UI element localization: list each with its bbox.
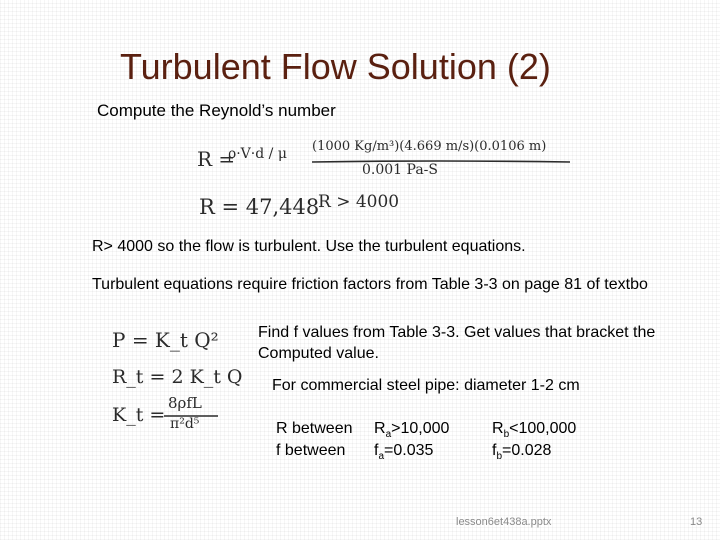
pressure-equation: P = K_t Q² [112, 328, 219, 352]
subtitle: Compute the Reynold’s number [97, 101, 336, 120]
find-instructions [258, 322, 655, 364]
fraction-bar [310, 160, 572, 164]
kt-numerator: 8ρfL [168, 394, 202, 412]
reynolds-lhs: R = [197, 147, 236, 171]
commercial-pipe-note: For commercial steel pipe: diameter 1-2 cm [272, 377, 580, 394]
fa-value: $f_a=0.035$ [374, 442, 434, 462]
kt-denominator: π²d⁵ [170, 416, 200, 432]
f-between-label: f between [276, 442, 346, 459]
upper-bound-values [492, 418, 576, 462]
reynolds-compare: R > 4000 [318, 192, 400, 212]
lower-bound-values [374, 418, 449, 462]
footer-filename: lesson6et438a.pptx [456, 516, 552, 528]
kt-lhs: K_t = [112, 404, 166, 426]
reynolds-substitution-denominator: 0.001 Pa-S [362, 162, 438, 178]
r-between-label: R between [276, 420, 353, 437]
ra-value: $R_a>10,000$ [374, 420, 450, 440]
find-line-2: Computed value. [258, 345, 379, 362]
reynolds-substitution-numerator: (1000 Kg/m³)(4.669 m/s)(0.0106 m) [312, 139, 547, 154]
friction-requirement: Turbulent equations require friction factors from Table 3-3 on page 81 of textbo [92, 276, 648, 293]
resistance-equation: R_t = 2 K_t Q [112, 366, 243, 388]
bracket-labels [276, 418, 353, 462]
reynolds-result: R = 47,448 [199, 195, 320, 219]
reynolds-definition: ρ·V·d / μ [228, 146, 287, 162]
rb-value: $R_b<100,000$ [492, 420, 577, 440]
turbulent-statement: R> 4000 so the flow is turbulent. Use the turbulent equations. [92, 238, 526, 255]
page-number: 13 [690, 516, 703, 528]
fb-value: $f_b=0.028$ [492, 442, 552, 462]
slide-title: Turbulent Flow Solution (2) [120, 46, 551, 87]
find-line-1: Find f values from Table 3-3. Get values that bracket the [258, 324, 656, 341]
